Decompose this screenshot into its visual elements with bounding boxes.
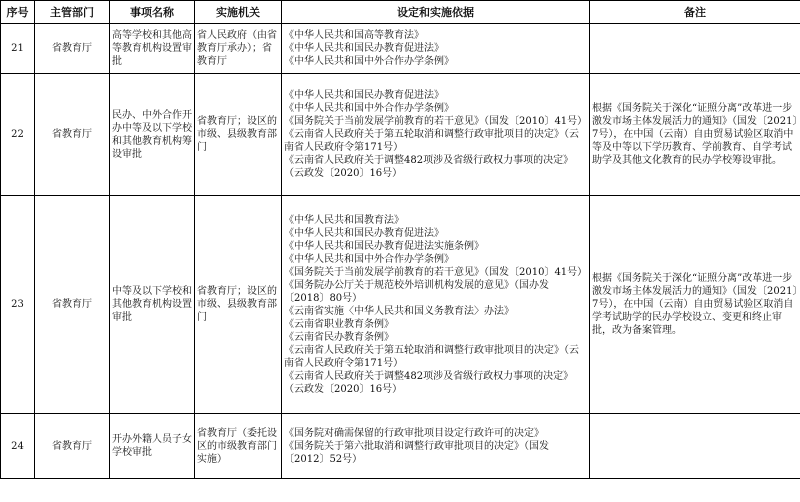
row-no: 23 <box>1 196 35 414</box>
row-basis <box>282 74 590 196</box>
basis-line: 《云南省实施〈中华人民共和国义务教育法〉办法》 <box>284 305 514 317</box>
row-no: 21 <box>1 24 35 74</box>
row-note <box>590 414 800 479</box>
basis-line: 《中华人民共和国中外合作办学条例》 <box>284 56 454 67</box>
basis-line: 《国务院办公厅关于规范校外培训机构发展的意见》（国办发〔2018〕80号） <box>284 279 549 304</box>
row-note <box>590 24 800 74</box>
basis-line: 《中华人民共和国中外合作办学条例》 <box>284 253 454 265</box>
row-basis <box>282 414 590 479</box>
row-dept: 省教育厅 <box>35 414 110 479</box>
header-item: 事项名称 <box>110 1 195 24</box>
row-item: 中等及以下学校和其他教育机构设置审批 <box>110 196 195 414</box>
row-basis <box>282 24 590 74</box>
table-row <box>1 74 800 196</box>
row-item: 高等学校和其他高等教育机构设置审批 <box>110 24 195 74</box>
basis-line: 《国务院关于第六批取消和调整行政审批项目的决定》（国发〔2012〕52号） <box>284 440 549 465</box>
basis-line: 《国务院关于当前发展学前教育的若干意见》（国发〔2010〕41号） <box>284 266 588 278</box>
basis-line: 《中华人民共和国高等教育法》 <box>284 30 424 41</box>
basis-line: 《中华人民共和国民办教育促进法》 <box>284 90 444 101</box>
basis-line: 《中华人民共和国民办教育促进法实施条例》 <box>284 240 484 252</box>
basis-line: 《中华人民共和国教育法》 <box>284 214 404 226</box>
row-note: 根据《国务院关于深化“证照分离”改革进一步激发市场主体发展活力的通知》（国发〔2021〕7号），在中国（云南）自由贸易试验区取消中等及中等以下学历教育、学前教育、自学考试助学及其他文化教育的民办学校筹设审批。 <box>590 74 800 196</box>
header-note: 备注 <box>590 1 800 24</box>
row-no: 24 <box>1 414 35 479</box>
header-org: 实施机关 <box>195 1 282 24</box>
table-row <box>1 414 800 479</box>
basis-line: 《国务院关于当前发展学前教育的若干意见》（国发〔2010〕41号） <box>284 116 588 127</box>
header-no: 序号 <box>1 1 35 24</box>
basis-line: 《中华人民共和国民办教育促进法》 <box>284 43 444 54</box>
row-org: 省教育厅（委托设区的市级教育部门实施） <box>195 414 282 479</box>
row-dept: 省教育厅 <box>35 74 110 196</box>
row-no: 22 <box>1 74 35 196</box>
table-header-row <box>1 1 800 24</box>
row-org: 省教育厅；设区的市级、县级教育部门 <box>195 74 282 196</box>
basis-line: 《云南省人民政府关于调整482项涉及省级行政权力事项的决定》（云政发〔2020〕16号） <box>284 370 574 395</box>
basis-line: 《中华人民共和国中外合作办学条例》 <box>284 103 454 114</box>
row-item: 民办、中外合作开办中等及以下学校和其他教育机构筹设审批 <box>110 74 195 196</box>
basis-line: 《中华人民共和国民办教育促进法》 <box>284 227 444 239</box>
row-note: 根据《国务院关于深化“证照分离”改革进一步激发市场主体发展活力的通知》（国发〔2021〕7号），在中国（云南）自由贸易试验区取消自学考试助学的民办学校设立、变更和终止审批，改为备案管理。 <box>590 196 800 414</box>
row-dept: 省教育厅 <box>35 24 110 74</box>
basis-line: 《云南省民办教育条例》 <box>284 331 394 343</box>
row-dept: 省教育厅 <box>35 196 110 414</box>
row-basis <box>282 196 590 414</box>
basis-line: 《云南省人民政府关于调整482项涉及省级行政权力事项的决定》（云政发〔2020〕16号） <box>284 155 574 179</box>
basis-line: 《云南省职业教育条例》 <box>284 318 394 330</box>
row-org: 省人民政府（由省教育厅承办）；省教育厅 <box>195 24 282 74</box>
header-dept: 主管部门 <box>35 1 110 24</box>
basis-line: 《国务院对确需保留的行政审批项目设定行政许可的决定》 <box>284 427 544 439</box>
basis-line: 《云南省人民政府关于第五轮取消和调整行政审批项目的决定》（云南省人民政府令第171号） <box>284 344 579 369</box>
row-item: 开办外籍人员子女学校审批 <box>110 414 195 479</box>
table-row <box>1 196 800 414</box>
header-basis: 设定和实施依据 <box>282 1 590 24</box>
basis-line: 《云南省人民政府关于第五轮取消和调整行政审批项目的决定》（云南省人民政府令第171号） <box>284 129 579 153</box>
row-org: 省教育厅；设区的市级、县级教育部门 <box>195 196 282 414</box>
table-row <box>1 24 800 74</box>
